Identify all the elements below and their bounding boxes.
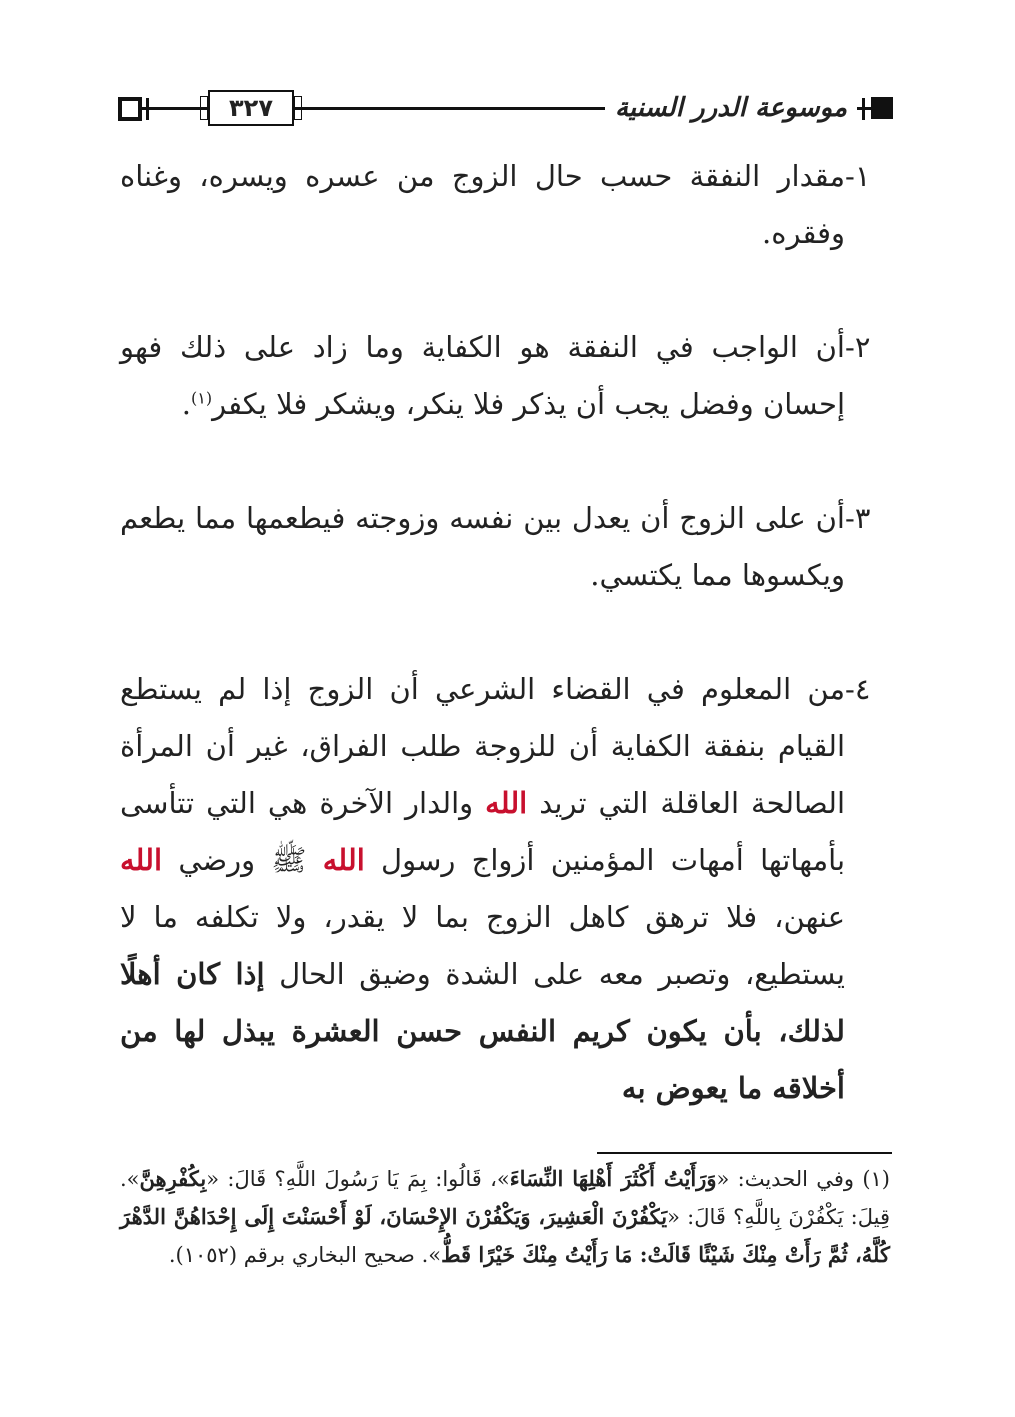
item-text: مقدار النفقة حسب حال الزوج من عسره ويسره، وغناه وفقره. [120, 159, 845, 250]
item-text: أن على الزوج أن يعدل بين نفسه وزوجته فيطعمها مما يطعم ويكسوها مما يكتسي. [120, 501, 845, 592]
footnote-text: »، قَالُوا: بِمَ يَا رَسُولَ اللَّهِ؟ قَالَ: « [206, 1167, 510, 1191]
divine-name: الله [485, 786, 528, 820]
item-text: عنهن، فلا ترهق كاهل الزوج بما لا يقدر، ولا تكلفه ما لا يستطيع، وتصبر معه على الشدة وضيق الحال [120, 900, 845, 991]
item-number: ٣- [845, 501, 871, 535]
footnote [120, 1160, 890, 1274]
hadith-quote: يَكْفُرْنَ الْعَشِيرَ، وَيَكْفُرْنَ الإِحْسَانَ، لَوْ أَحْسَنْتَ إِلَى إِحْدَاهُنَّ الدَّهْرَ كُلَّهُ، ثُمَّ رَأَتْ مِنْكَ شَيْئًا قَالَتْ: مَا رَأَيْتُ مِنْكَ خَيْرًا قَطُّ [120, 1204, 890, 1267]
hadith-quote: بِكُفْرِهِنَّ [139, 1166, 207, 1191]
item-text: أن الواجب في النفقة هو الكفاية وما زاد على ذلك فهو إحسان وفضل يجب أن يذكر فلا ينكر، ويشكر فلا يكفر [120, 330, 845, 421]
footnote-text: وفي الحديث: « [716, 1167, 854, 1191]
item-text: والدار الآخرة هي التي تتأسى بأمهاتها أمهات المؤمنين أزواج رسول [120, 786, 846, 877]
header-tick [146, 98, 149, 120]
header-square-left [118, 97, 142, 121]
emphasis-text: إذا كان أهلًا لذلك، بأن يكون كريم النفس حسن العشرة يبذل لها من أخلاقه ما يعوض به [120, 957, 845, 1105]
hadith-quote: وَرَأَيْتُ أَكْثَرَ أَهْلِهَا النِّسَاءَ [509, 1166, 717, 1191]
footnote-number: (١) [862, 1167, 890, 1191]
footnote-text: ». صحيح البخاري برقم (١٠٥٢). [168, 1243, 442, 1267]
header-tick [862, 98, 865, 120]
book-title: موسوعة الدرر السنية [605, 88, 857, 128]
footnote-ref: (١) [191, 388, 213, 408]
page-header [118, 88, 893, 132]
page-number: ٣٢٧ [208, 90, 294, 126]
divine-name: الله [322, 843, 365, 877]
item-number: ١- [845, 159, 871, 193]
item-text: ورضي [178, 843, 256, 877]
item-number: ٢- [845, 330, 871, 364]
list-item [120, 661, 871, 1117]
list-item: ٢- أن الواجب في النفقة هو الكفاية وما زاد على ذلك فهو إحسان وفضل يجب أن يذكر فلا ينكر، ويشكر فلا يكفر$^{(١)}$. [120, 319, 845, 433]
item-number: ٤- [845, 672, 871, 706]
salawat-glyph: ﷺ [271, 843, 307, 877]
list-item [120, 490, 871, 604]
header-square-right [871, 97, 893, 119]
footnote-text: ». قِيلَ: يَكْفُرْنَ بِاللَّهِ؟ قَالَ: « [120, 1167, 891, 1229]
list-item [120, 148, 871, 262]
divine-name: الله [120, 843, 163, 877]
footnote-separator [597, 1152, 892, 1154]
item-text: من المعلوم في القضاء الشرعي أن الزوج إذا لم يستطع القيام بنفقة الكفاية أن للزوجة طلب الفراق، غير أن المرأة الصالحة العاقلة التي تريد [120, 672, 846, 820]
main-text [120, 148, 871, 1117]
